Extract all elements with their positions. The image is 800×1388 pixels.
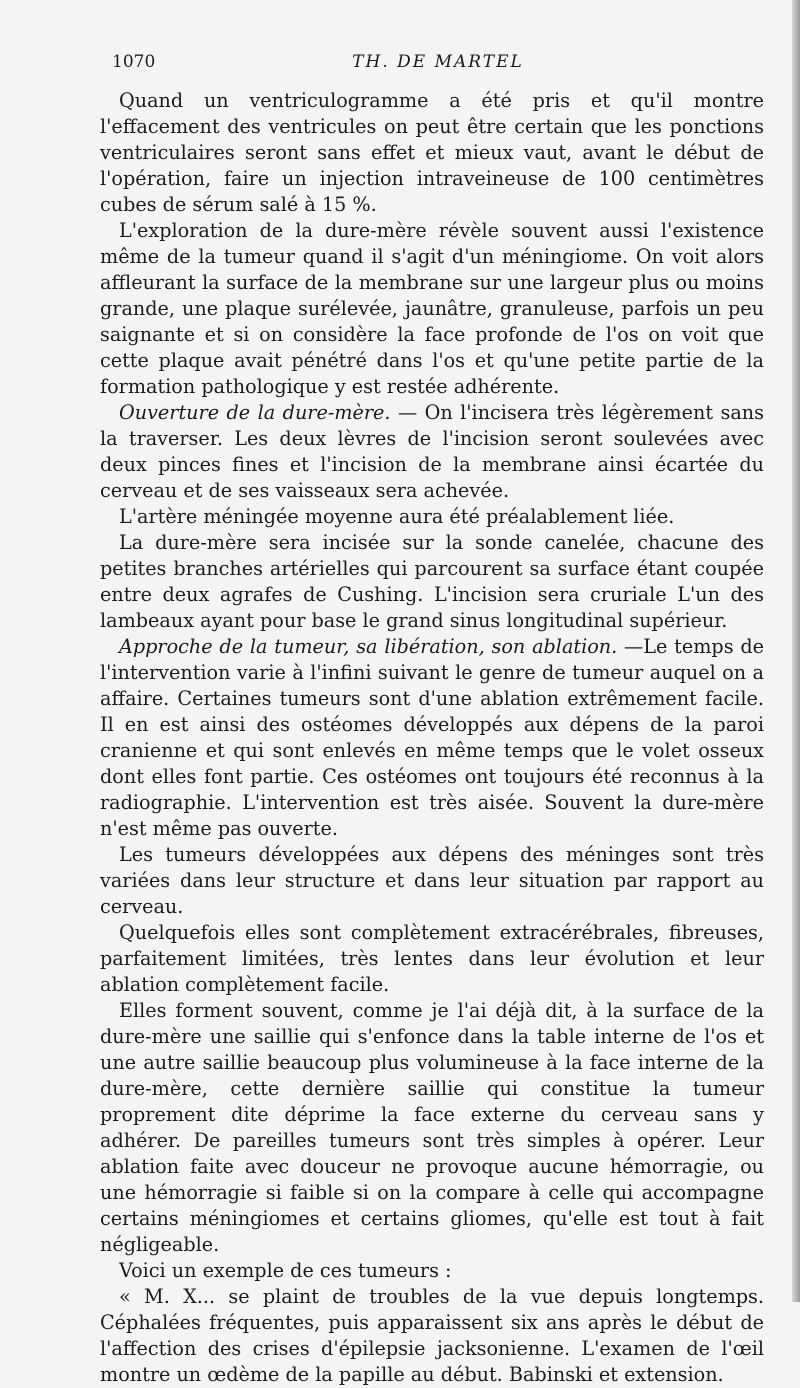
page-header (112, 52, 764, 76)
paragraph: L'exploration de la dure-mère révèle souvent aussi l'existence même de la tumeur quand il s'agit d'un méningiome. On voit alors affleurant la surface de la membrane sur une largeur plus ou moins grande, une plaque surélevée, jaunâtre, granuleuse, parfois un peu saignante et si on considère la face profonde de l'os on voit que cette plaque avait pénétré dans l'os et qu'une petite partie de la formation pathologique y est restée adhérente. (100, 219, 764, 398)
paragraph: « M. X... se plaint de troubles de la vue depuis longtemps. Céphalées fréquentes, puis apparaissent six ans après le début de l'affection des crises d'épilepsie jacksonienne. L'examen de l'œil montre un œdème de la papille au début. Babinski et extension. (100, 1285, 764, 1386)
paragraph: Elles forment souvent, comme je l'ai déjà dit, à la surface de la dure-mère une saillie qui s'enfonce dans la table interne de l'os et une autre saillie beaucoup plus volumineuse à la face interne de la dure-mère, cette dernière saillie qui constitue la tumeur proprement dite déprime la face externe du cerveau sans y adhérer. De pareilles tumeurs sont très simples à opérer. Leur ablation faite avec douceur ne provoque aucune hémorragie, ou une hémorragie si faible si on la compare à celle qui accompagne certains méningiomes et certains gliomes, qu'elle est tout à fait négligeable. (100, 999, 764, 1256)
paragraph: Quelquefois elles sont complètement extracérébrales, fibreuses, parfaitement limitées, très lentes dans leur évolution et leur ablation complètement facile. (100, 921, 764, 996)
body-text (100, 88, 764, 1388)
page-number: 1070 (112, 52, 156, 72)
running-title: TH. DE MARTEL (352, 52, 524, 72)
section-heading: Approche de la tumeur, sa libération, son ablation. (119, 635, 618, 658)
paragraph: Approche de la tumeur, sa libération, son ablation. —Le temps de l'intervention varie à l'infini suivant le genre de tumeur auquel on a affaire. Certaines tumeurs sont d'une ablation extrêmement facile. Il en est ainsi des ostéomes développés aux dépens de la paroi cranienne et qui sont enlevés en même temps que le volet osseux dont elles font partie. Ces ostéomes ont toujours été reconnus à la radiographie. L'intervention est très aisée. Souvent la dure-mère n'est même pas ouverte. (100, 635, 764, 840)
paragraph: Ouverture de la dure-mère. — On l'incisera très légèrement sans la traverser. Les deux lèvres de l'incision seront soulevées avec deux pinces fines et l'incision de la membrane ainsi écartée du cerveau et de ses vaisseaux sera achevée. (100, 401, 764, 502)
section-heading: Ouverture de la dure-mère. (119, 401, 391, 424)
page-edge (792, 0, 800, 1302)
paragraph: L'artère méningée moyenne aura été préalablement liée. (119, 505, 675, 528)
paragraph: Voici un exemple de ces tumeurs : (119, 1259, 452, 1282)
paragraph: La dure-mère sera incisée sur la sonde canelée, chacune des petites branches artérielles qui parcourent sa surface étant coupée entre deux agrafes de Cushing. L'incision sera cruriale L'un des lambeaux ayant pour base le grand sinus longitudinal supérieur. (100, 531, 764, 632)
paragraph: Quand un ventriculogramme a été pris et qu'il montre l'effacement des ventricules on peut être certain que les ponctions ventriculaires seront sans effet et mieux vaut, avant le début de l'opération, faire un injection intraveineuse de 100 centimètres cubes de sérum salé à 15 %. (100, 89, 764, 216)
paragraph: Les tumeurs développées aux dépens des méninges sont très variées dans leur structure et dans leur situation par rapport au cerveau. (100, 843, 764, 918)
